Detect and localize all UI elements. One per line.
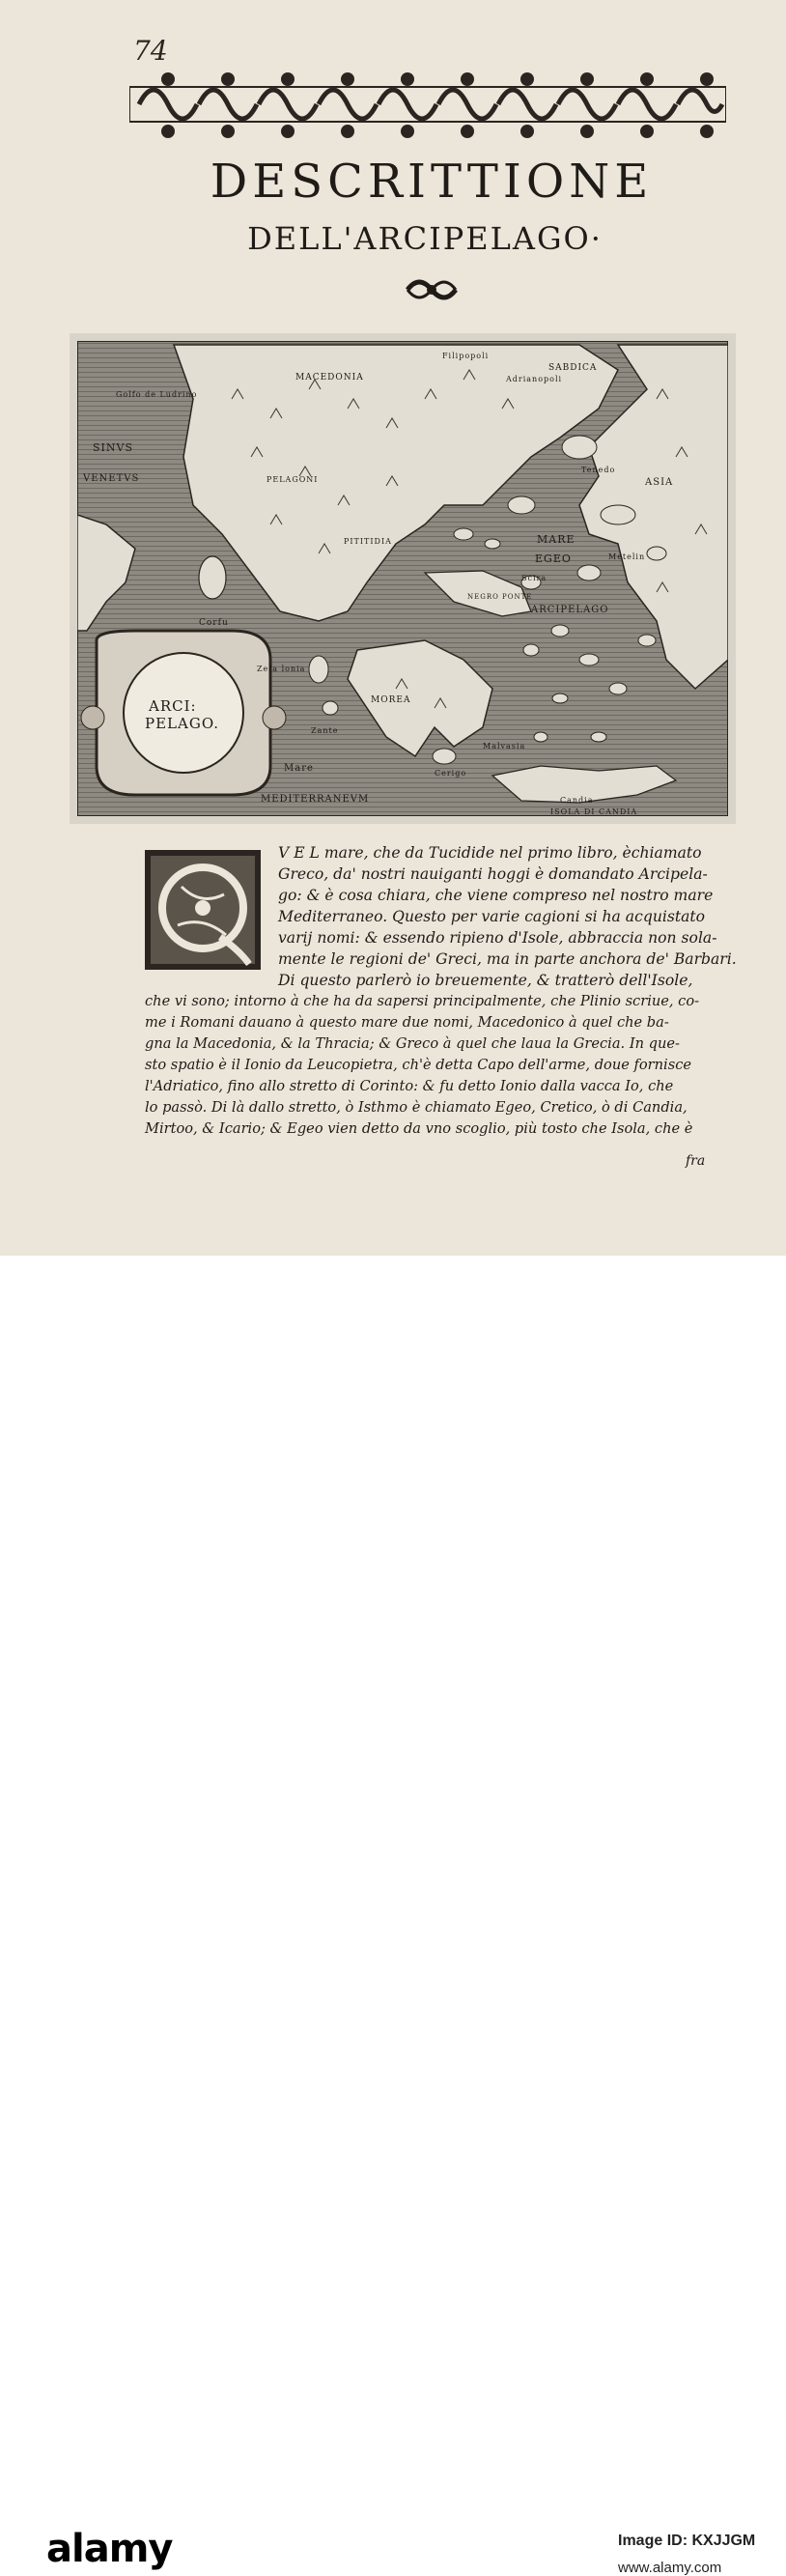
- map-label-arcipelago: ARCIPELAGO: [531, 605, 609, 615]
- map-label-tenedo: Tenedo: [581, 466, 616, 474]
- text-line: Mediterraneo. Questo per varie cagioni si ha acquistato: [278, 908, 706, 925]
- map-label-cefalonia: Zefa lonia: [257, 665, 306, 673]
- map-label-filipopoli: Filipopoli: [442, 352, 490, 360]
- text-line: Mirtoo, & Icario; & Egeo vien detto da vno scoglio, più tosto che Isola, che è: [145, 1120, 693, 1137]
- book-page: [0, 0, 786, 1256]
- brand-logo: alamy: [46, 2527, 173, 2571]
- text-line: me i Romani dauano à questo mare due nomi, Macedonico à quel che ba-: [145, 1014, 669, 1031]
- map-label-isola-candia: ISOLA DI CANDIA: [550, 807, 638, 816]
- decorative-ornament-band: [129, 68, 726, 143]
- map-label-metelin: Metelin: [608, 552, 646, 561]
- map-engraving: [77, 341, 728, 816]
- text-line: varij nomi: & essendo ripieno d'Isole, abbraccia non sola-: [278, 929, 717, 947]
- map-label-negroponte: NEGRO PONTE: [467, 593, 533, 601]
- map-label-morea: MOREA: [371, 695, 411, 705]
- text-line: go: & è cosa chiara, che viene compreso nel nostro mare: [278, 887, 714, 904]
- map-label-mare: MARE: [537, 533, 575, 546]
- map-label-egeo: EGEO: [535, 552, 572, 565]
- stock-footer: [0, 1256, 786, 2576]
- map-label-cerigo: Cerigo: [435, 769, 467, 778]
- catchword: fra: [686, 1153, 706, 1169]
- page-title: DESCRITTIONE: [210, 155, 654, 209]
- page-subtitle: DELL'ARCIPELAGO·: [247, 220, 603, 257]
- text-line: V E L mare, che da Tucidide nel primo libro, èchiamato: [278, 844, 702, 862]
- map-label-scira: Scira: [521, 574, 547, 582]
- text-line: mente le regioni de' Greci, ma in parte anchora de' Barbari.: [278, 950, 737, 968]
- text-line: Di questo parlerò io breuemente, & tratterò dell'Isole,: [278, 972, 693, 989]
- text-line: lo passò. Di là dallo stretto, ò Isthmo è chiamato Egeo, Cretico, ò di Candia,: [145, 1099, 688, 1116]
- small-ornament: [404, 274, 460, 305]
- map-label-corfu: Corfu: [199, 618, 229, 628]
- text-line: gna la Macedonia, & la Thracia; & Greco à quel che laua la Grecia. In que-: [145, 1035, 680, 1052]
- text-line: Greco, da' nostri nauiganti hoggi è domandato Arcipela-: [278, 865, 708, 883]
- map-label-sabdica: SABDICA: [548, 363, 598, 373]
- map-label-venetus: VENETVS: [83, 473, 140, 484]
- map-label-mare-med: Mare: [284, 763, 314, 774]
- map-label-malvasia: Malvasia: [483, 742, 526, 750]
- site-url: www.alamy.com: [618, 2560, 722, 2576]
- map-label-pelagonia: PELAGONI: [267, 475, 319, 484]
- cartouche-title-line2: PELAGO.: [145, 715, 220, 732]
- map-label-mediterraneum: MEDITERRANEVM: [261, 794, 370, 805]
- page-number: 74: [133, 35, 168, 67]
- map-label-pititia: PITITIDIA: [344, 537, 392, 546]
- map-label-zante: Zante: [311, 726, 339, 735]
- map-label-adrianopoli: Adrianopoli: [506, 375, 563, 383]
- map-label-candia: Candia: [560, 796, 594, 805]
- image-id: Image ID: KXJJGM: [618, 2533, 756, 2549]
- text-line: l'Adriatico, fino allo stretto di Corinto: & fu detto Ionio dalla vacca Io, che: [145, 1078, 674, 1094]
- text-line: che vi sono; intorno à che ha da sapersi principalmente, che Plinio scriue, co-: [145, 993, 700, 1009]
- map-label-macedonia: MACEDONIA: [295, 373, 364, 382]
- map-label-sinus: SINVS: [93, 441, 133, 454]
- map-label-golfo: Golfo de Ludrino: [116, 390, 198, 399]
- body-text: [145, 842, 744, 1140]
- text-line: sto spatio è il Ionio da Leucopietra, ch'è detta Capo dell'arme, doue fornisce: [145, 1057, 692, 1073]
- map-label-asia: ASIA: [645, 477, 674, 488]
- cartouche-title-line1: ARCI:: [149, 697, 197, 715]
